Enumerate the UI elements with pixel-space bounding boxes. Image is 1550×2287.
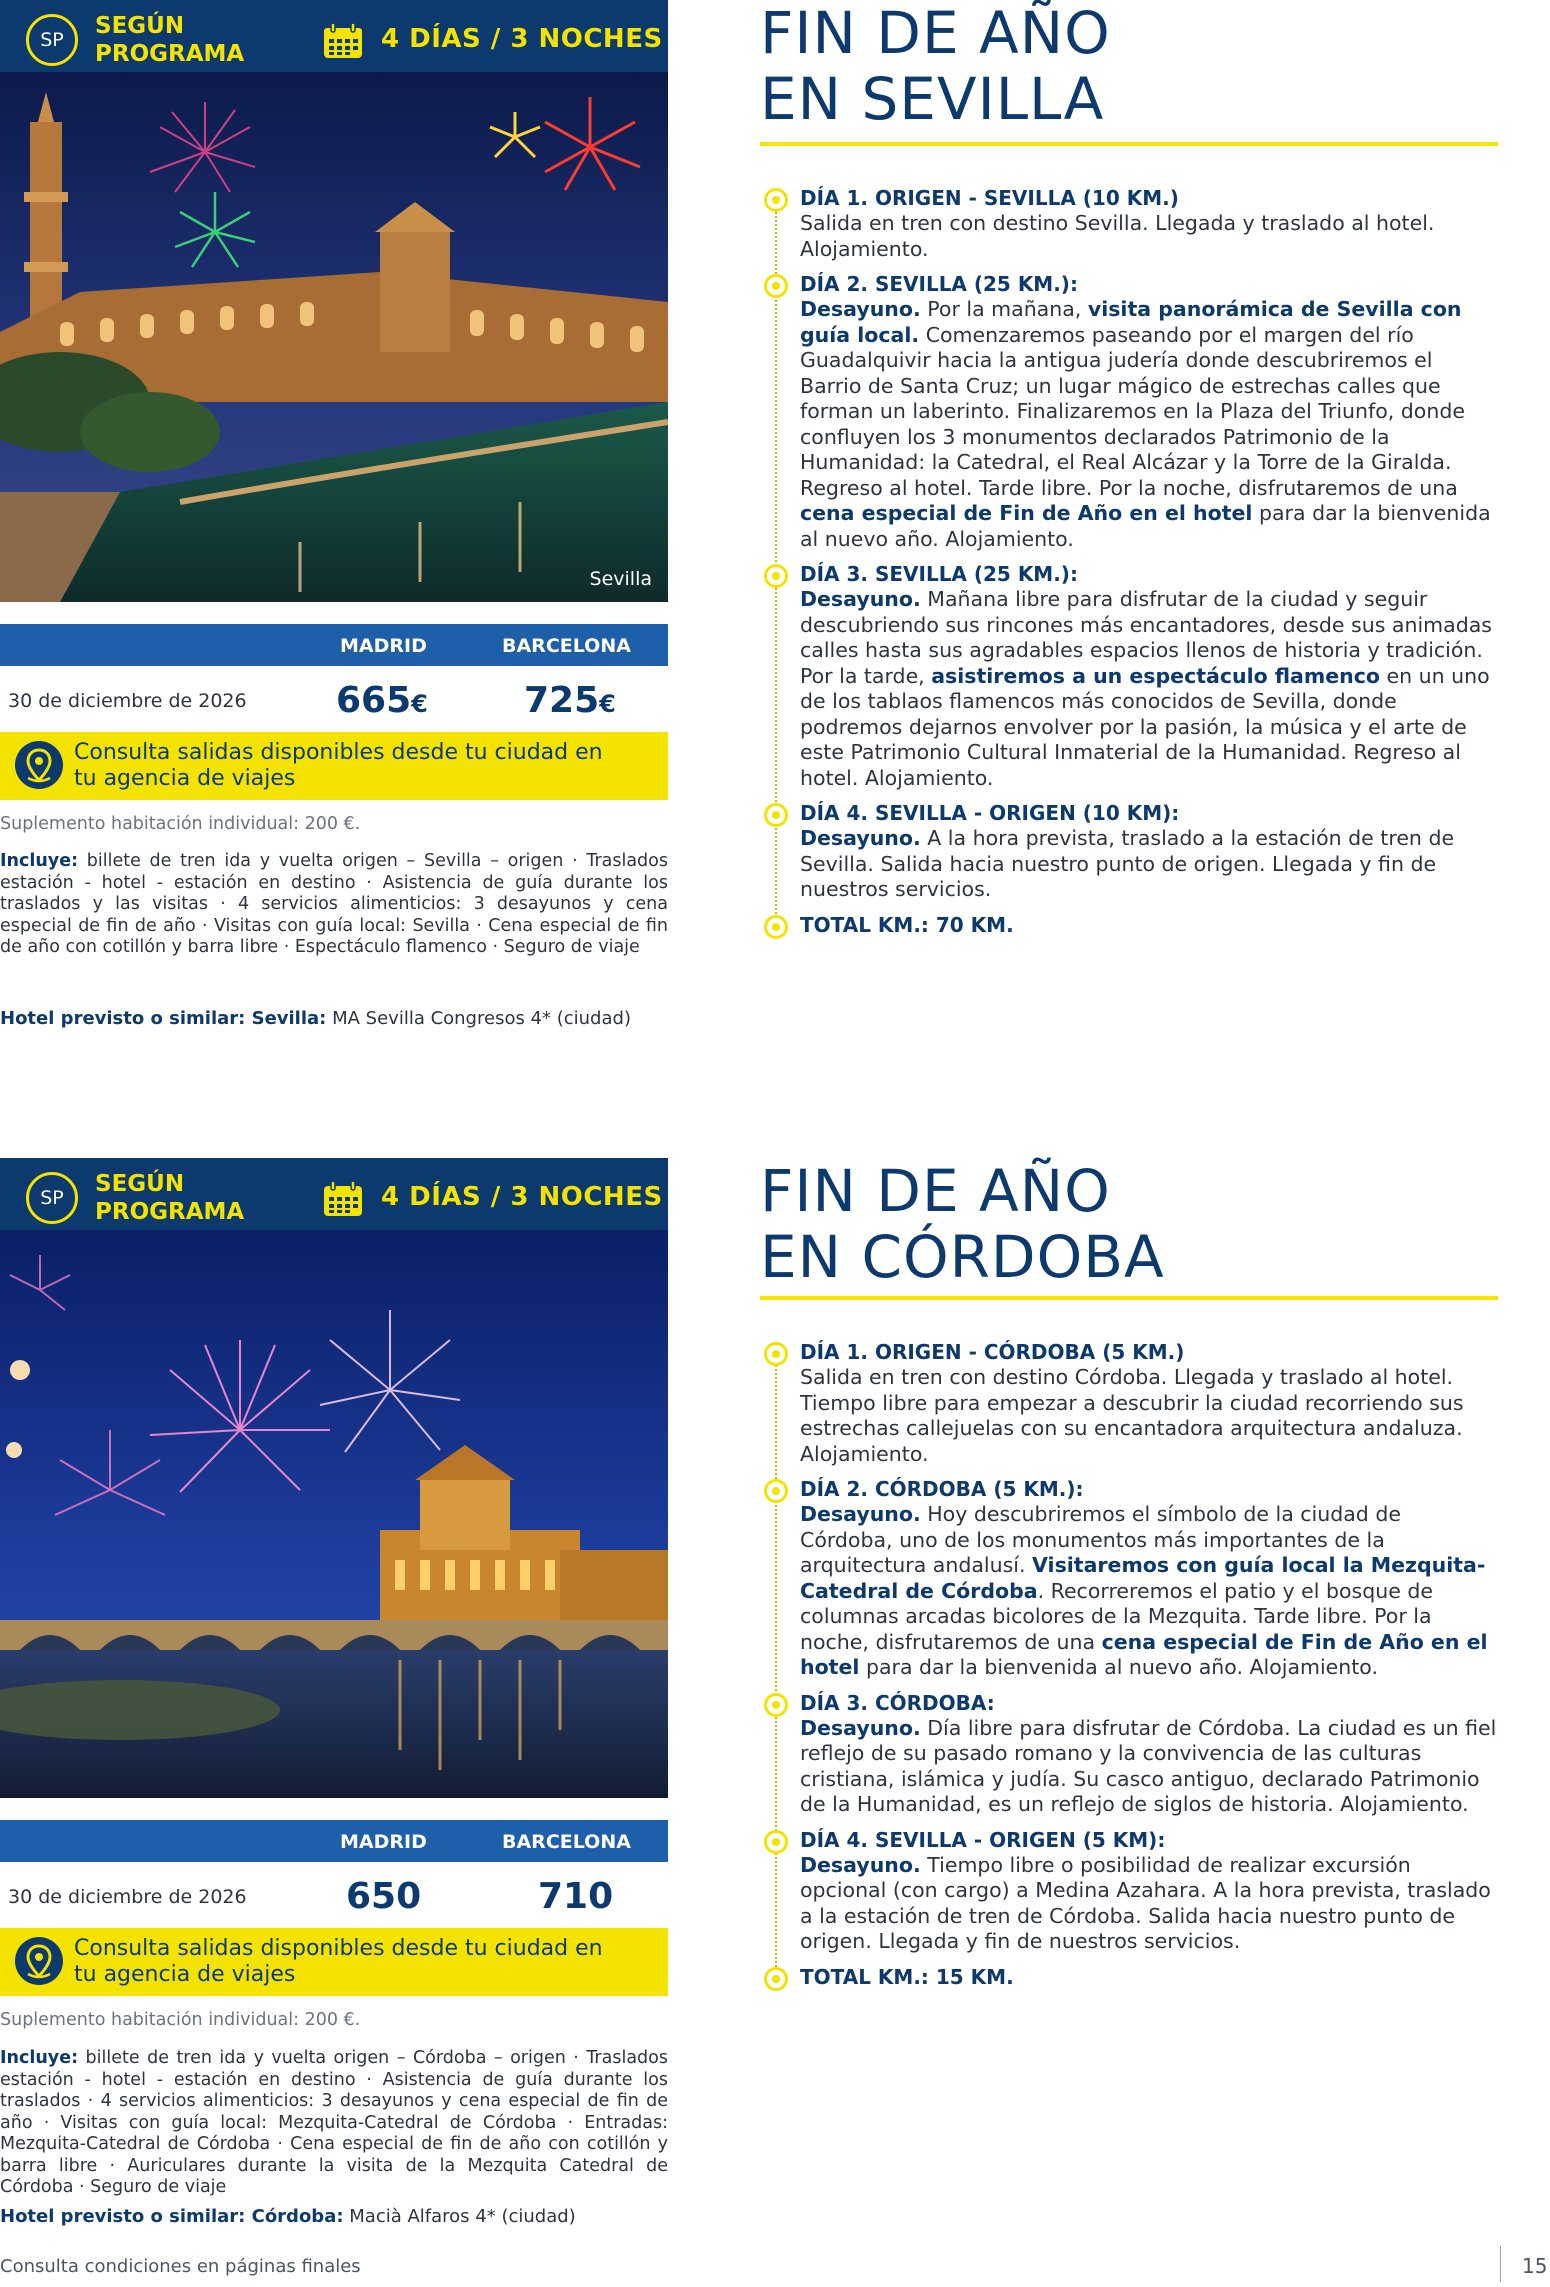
day-description bbox=[800, 1716, 1500, 1818]
day-heading: TOTAL KM.: 15 KM. bbox=[800, 1964, 1014, 1989]
timeline-bullet-icon bbox=[764, 915, 788, 939]
page-title bbox=[760, 0, 1500, 132]
itinerary-day bbox=[760, 272, 1500, 552]
timeline-bullet-icon bbox=[764, 274, 788, 298]
day-heading: TOTAL KM.: 70 KM. bbox=[800, 912, 1014, 937]
day-highlight: Desayuno. bbox=[800, 587, 921, 611]
price-table-header bbox=[0, 1820, 668, 1862]
day-heading: DÍA 1. ORIGEN - CÓRDOBA (5 KM.) bbox=[800, 1340, 1185, 1364]
price-barcelona: 710 bbox=[538, 1876, 614, 1917]
day-heading: DÍA 3. SEVILLA (25 KM.): bbox=[800, 562, 1078, 586]
day-highlight: Visitaremos con guía local la Mezquita-Catedral de Córdoba bbox=[800, 1553, 1486, 1603]
day-highlight: cena especial de Fin de Año en el hotel bbox=[800, 501, 1253, 525]
price-header-barcelona: BARCELONA bbox=[502, 1831, 631, 1853]
includes-text bbox=[0, 851, 668, 959]
offer-cordoba bbox=[0, 1158, 1550, 2258]
day-text: para dar la bienvenida al nuevo año. Alojamiento. bbox=[800, 501, 1491, 551]
day-description bbox=[800, 1502, 1500, 1681]
itinerary bbox=[760, 1340, 1500, 2000]
program-label-line: PROGRAMA bbox=[95, 41, 245, 67]
program-label bbox=[95, 1170, 244, 1226]
day-text: Tiempo libre o posibilidad de realizar excursión opcional (con cargo) a Medina Azahara. A la hora prevista, traslado a la estación de tren de Córdoba. Salida hacia nuestro punto de origen. Llegada y fin de nuestros servicios. bbox=[800, 1852, 1491, 1953]
timeline-bullet-icon bbox=[764, 1967, 788, 1991]
duration-label: 4 DÍAS / 3 NOCHES bbox=[381, 1182, 663, 1212]
price-header-madrid: MADRID bbox=[340, 635, 427, 657]
departure-date: 30 de diciembre de 2026 bbox=[8, 1886, 247, 1908]
page-number: 15 bbox=[1522, 2254, 1548, 2278]
day-highlight: Desayuno. bbox=[800, 1852, 921, 1877]
duration-label: 4 DÍAS / 3 NOCHES bbox=[381, 24, 663, 54]
supplement-note: Suplemento habitación individual: 200 €. bbox=[0, 2010, 361, 2030]
day-text: Día libre para disfrutar de Córdoba. La ciudad es un fiel reflejo de su pasado romano y la convivencia de las culturas cristiana, islámica y judía. Su casco antiguo, declarado Patrimonio de la Humanidad, es un reflejo de siglos de historia. Alojamiento. bbox=[800, 1715, 1497, 1816]
calendar-icon bbox=[322, 1180, 364, 1218]
day-highlight: Desayuno. bbox=[800, 826, 921, 850]
itinerary-day bbox=[760, 913, 1500, 938]
offer-sevilla bbox=[0, 0, 1550, 1100]
day-highlight: Desayuno. bbox=[800, 297, 921, 321]
day-highlight: Desayuno. bbox=[800, 1715, 921, 1740]
day-description bbox=[800, 1365, 1500, 1467]
day-description bbox=[800, 826, 1500, 903]
day-text: . Recorreremos el patio y el bosque de columnas arcadas bicolores de la Mezquita. Tarde libre. Por la noche, disfrutaremos de una bbox=[800, 1578, 1433, 1654]
hotel-label: Hotel previsto o similar: Sevilla: bbox=[0, 1008, 327, 1029]
day-description bbox=[800, 211, 1500, 262]
location-pin-icon bbox=[14, 740, 64, 790]
day-text: Salida en tren con destino Córdoba. Llegada y traslado al hotel. Tiempo libre para empezar a descubrir la ciudad recorriendo sus estrechas callejuelas con su encantadora arquitectura andaluza. Alojamiento. bbox=[800, 1365, 1464, 1466]
consulta-text bbox=[74, 740, 664, 792]
itinerary-day bbox=[760, 562, 1500, 791]
price-row bbox=[0, 668, 668, 734]
title-line: EN SEVILLA bbox=[760, 65, 1105, 133]
title-underline bbox=[760, 1296, 1498, 1300]
consulta-line: Consulta salidas disponibles desde tu ciudad en bbox=[74, 1936, 603, 1961]
cordoba-photo bbox=[0, 1230, 668, 1798]
includes-label: Incluye: bbox=[0, 851, 79, 871]
day-highlight: cena especial de Fin de Año en el hotel bbox=[800, 1629, 1488, 1679]
day-text: para dar la bienvenida al nuevo año. Alojamiento. bbox=[859, 1655, 1379, 1679]
day-description bbox=[800, 297, 1500, 552]
program-bar bbox=[0, 1158, 668, 1230]
day-text: Comenzaremos paseando por el margen del río Guadalquivir hacia la antigua judería donde descubriremos el Barrio de Santa Cruz; un lugar mágico de estrechas calles que forman un laberinto. Finalizaremos en la Plaza del Triunfo, donde confluyen los 3 monumentos declarados Patrimonio de la Humanidad: la Catedral, el Real Alcázar y la Torre de la Giralda. Regreso al hotel. Tarde libre. Por la noche, disfrutaremos de una bbox=[800, 322, 1465, 500]
day-highlight: visita panorámica de Sevilla con guía local. bbox=[800, 297, 1462, 347]
program-label bbox=[95, 12, 244, 68]
program-label-line: SEGÚN bbox=[95, 13, 185, 39]
day-description bbox=[800, 587, 1500, 791]
timeline-bullet-icon bbox=[764, 1342, 788, 1366]
itinerary-day bbox=[760, 1965, 1500, 1990]
footer-divider bbox=[1500, 2246, 1501, 2282]
title-line: FIN DE AÑO bbox=[760, 1157, 1111, 1225]
price-madrid: 650 bbox=[346, 1876, 422, 1917]
price-barcelona: 725€ bbox=[524, 680, 616, 721]
hotel-name: Macià Alfaros 4* (ciudad) bbox=[343, 2206, 576, 2227]
calendar-icon bbox=[322, 22, 364, 60]
consulta-line: tu agencia de viajes bbox=[74, 1962, 296, 1987]
title-line: EN CÓRDOBA bbox=[760, 1223, 1165, 1291]
price-table-header bbox=[0, 624, 668, 666]
day-text: Mañana libre para disfrutar de la ciudad y seguir descubriendo sus rincones más encantadores, desde sus animadas calles hasta sus agradables espacios llenos de historia y tradición. Por la tarde, bbox=[800, 587, 1492, 688]
timeline-bullet-icon bbox=[764, 1693, 788, 1717]
itinerary-day bbox=[760, 1828, 1500, 1955]
departure-date: 30 de diciembre de 2026 bbox=[8, 690, 247, 712]
includes-label: Incluye: bbox=[0, 2048, 79, 2068]
hotel-note bbox=[0, 1008, 631, 1029]
day-text: Hoy descubriremos el símbolo de la ciudad de Córdoba, uno de los monumentos más importantes de la arquitectura andalusí. bbox=[800, 1502, 1401, 1577]
day-heading: DÍA 2. CÓRDOBA (5 KM.): bbox=[800, 1477, 1084, 1501]
price-row bbox=[0, 1864, 668, 1930]
page-title bbox=[760, 1158, 1500, 1290]
includes-body: billete de tren ida y vuelta origen – Sevilla – origen · Traslados estación - hotel - estación en destino · Asistencia de guía durante los traslados y las visitas · 4 servicios alimenticios: 3 desayunos y cena especial de fin de año · Visitas con guía local: Sevilla · Cena especial de fin de año con cotillón y barra libre · Espectáculo flamenco · Seguro de viaje bbox=[0, 851, 668, 957]
day-heading: DÍA 4. SEVILLA - ORIGEN (10 KM): bbox=[800, 801, 1180, 825]
day-heading: DÍA 3. CÓRDOBA: bbox=[800, 1690, 995, 1715]
consulta-line: tu agencia de viajes bbox=[74, 766, 296, 791]
sp-badge-icon: SP bbox=[26, 14, 78, 66]
day-text: Por la mañana, bbox=[920, 297, 1088, 321]
itinerary-day bbox=[760, 186, 1500, 262]
timeline-bullet-icon bbox=[764, 803, 788, 827]
timeline-bullet-icon bbox=[764, 1479, 788, 1503]
day-highlight: asistiremos a un espectáculo flamenco bbox=[931, 663, 1380, 688]
footer-conditions: Consulta condiciones en páginas finales bbox=[0, 2256, 361, 2277]
consulta-line: Consulta salidas disponibles desde tu ciudad en bbox=[74, 740, 603, 765]
hotel-label: Hotel previsto o similar: Córdoba: bbox=[0, 2206, 344, 2227]
itinerary bbox=[760, 186, 1500, 948]
day-heading: DÍA 4. SEVILLA - ORIGEN (5 KM): bbox=[800, 1827, 1166, 1852]
program-bar bbox=[0, 0, 668, 72]
consulta-banner bbox=[0, 1928, 668, 1996]
day-text: en un uno de los tablaos flamencos más conocidos de Sevilla, donde podremos dejarnos envolver por la pasión, la música y el arte de este Patrimonio Cultural Inmaterial de la Humanidad. Regreso al hotel. Alojamiento. bbox=[800, 663, 1490, 790]
itinerary-day bbox=[760, 1340, 1500, 1467]
day-highlight: Desayuno. bbox=[800, 1502, 921, 1526]
price-header-madrid: MADRID bbox=[340, 1831, 427, 1853]
itinerary-day bbox=[760, 1477, 1500, 1681]
title-line: FIN DE AÑO bbox=[760, 0, 1111, 67]
price-header-barcelona: BARCELONA bbox=[502, 635, 631, 657]
consulta-banner bbox=[0, 732, 668, 800]
program-label-line: PROGRAMA bbox=[95, 1199, 245, 1225]
program-label-line: SEGÚN bbox=[95, 1171, 185, 1197]
day-heading: DÍA 1. ORIGEN - SEVILLA (10 KM.) bbox=[800, 186, 1179, 210]
includes-text bbox=[0, 2048, 668, 2199]
photo-caption: Sevilla bbox=[589, 568, 652, 590]
price-madrid: 665€ bbox=[336, 680, 428, 721]
title-underline bbox=[760, 142, 1498, 146]
itinerary-day bbox=[760, 801, 1500, 903]
sp-badge-icon: SP bbox=[26, 1172, 78, 1224]
day-heading: DÍA 2. SEVILLA (25 KM.): bbox=[800, 272, 1078, 296]
sevilla-photo bbox=[0, 72, 668, 602]
itinerary-day bbox=[760, 1691, 1500, 1818]
day-text: Salida en tren con destino Sevilla. Llegada y traslado al hotel. Alojamiento. bbox=[800, 211, 1435, 261]
consulta-text bbox=[74, 1936, 664, 1988]
timeline-bullet-icon bbox=[764, 564, 788, 588]
includes-body: billete de tren ida y vuelta origen – Córdoba – origen · Traslados estación - hotel - estación en destino · Asistencia de guía durante los traslados · 4 servicios alimenticios: 3 desayunos y cena especial de fin de año · Visitas con guía local: Mezquita-Catedral de Córdoba · Entradas: Mezquita-Catedral de Córdoba · Cena especial de fin de año con cotillón y barra libre · Auriculares durante la visita de la Mezquita Catedral de Córdoba · Seguro de viaje bbox=[0, 2048, 668, 2197]
location-pin-icon bbox=[14, 1936, 64, 1986]
day-text: A la hora prevista, traslado a la estación de tren de Sevilla. Salida hacia nuestro punto de origen. Llegada y fin de nuestros servicios. bbox=[800, 826, 1455, 901]
timeline-bullet-icon bbox=[764, 1830, 788, 1854]
day-description bbox=[800, 1853, 1500, 1955]
supplement-note: Suplemento habitación individual: 200 €. bbox=[0, 814, 361, 834]
timeline-bullet-icon bbox=[764, 188, 788, 212]
hotel-note bbox=[0, 2206, 576, 2227]
hotel-name: MA Sevilla Congresos 4* (ciudad) bbox=[326, 1008, 631, 1029]
